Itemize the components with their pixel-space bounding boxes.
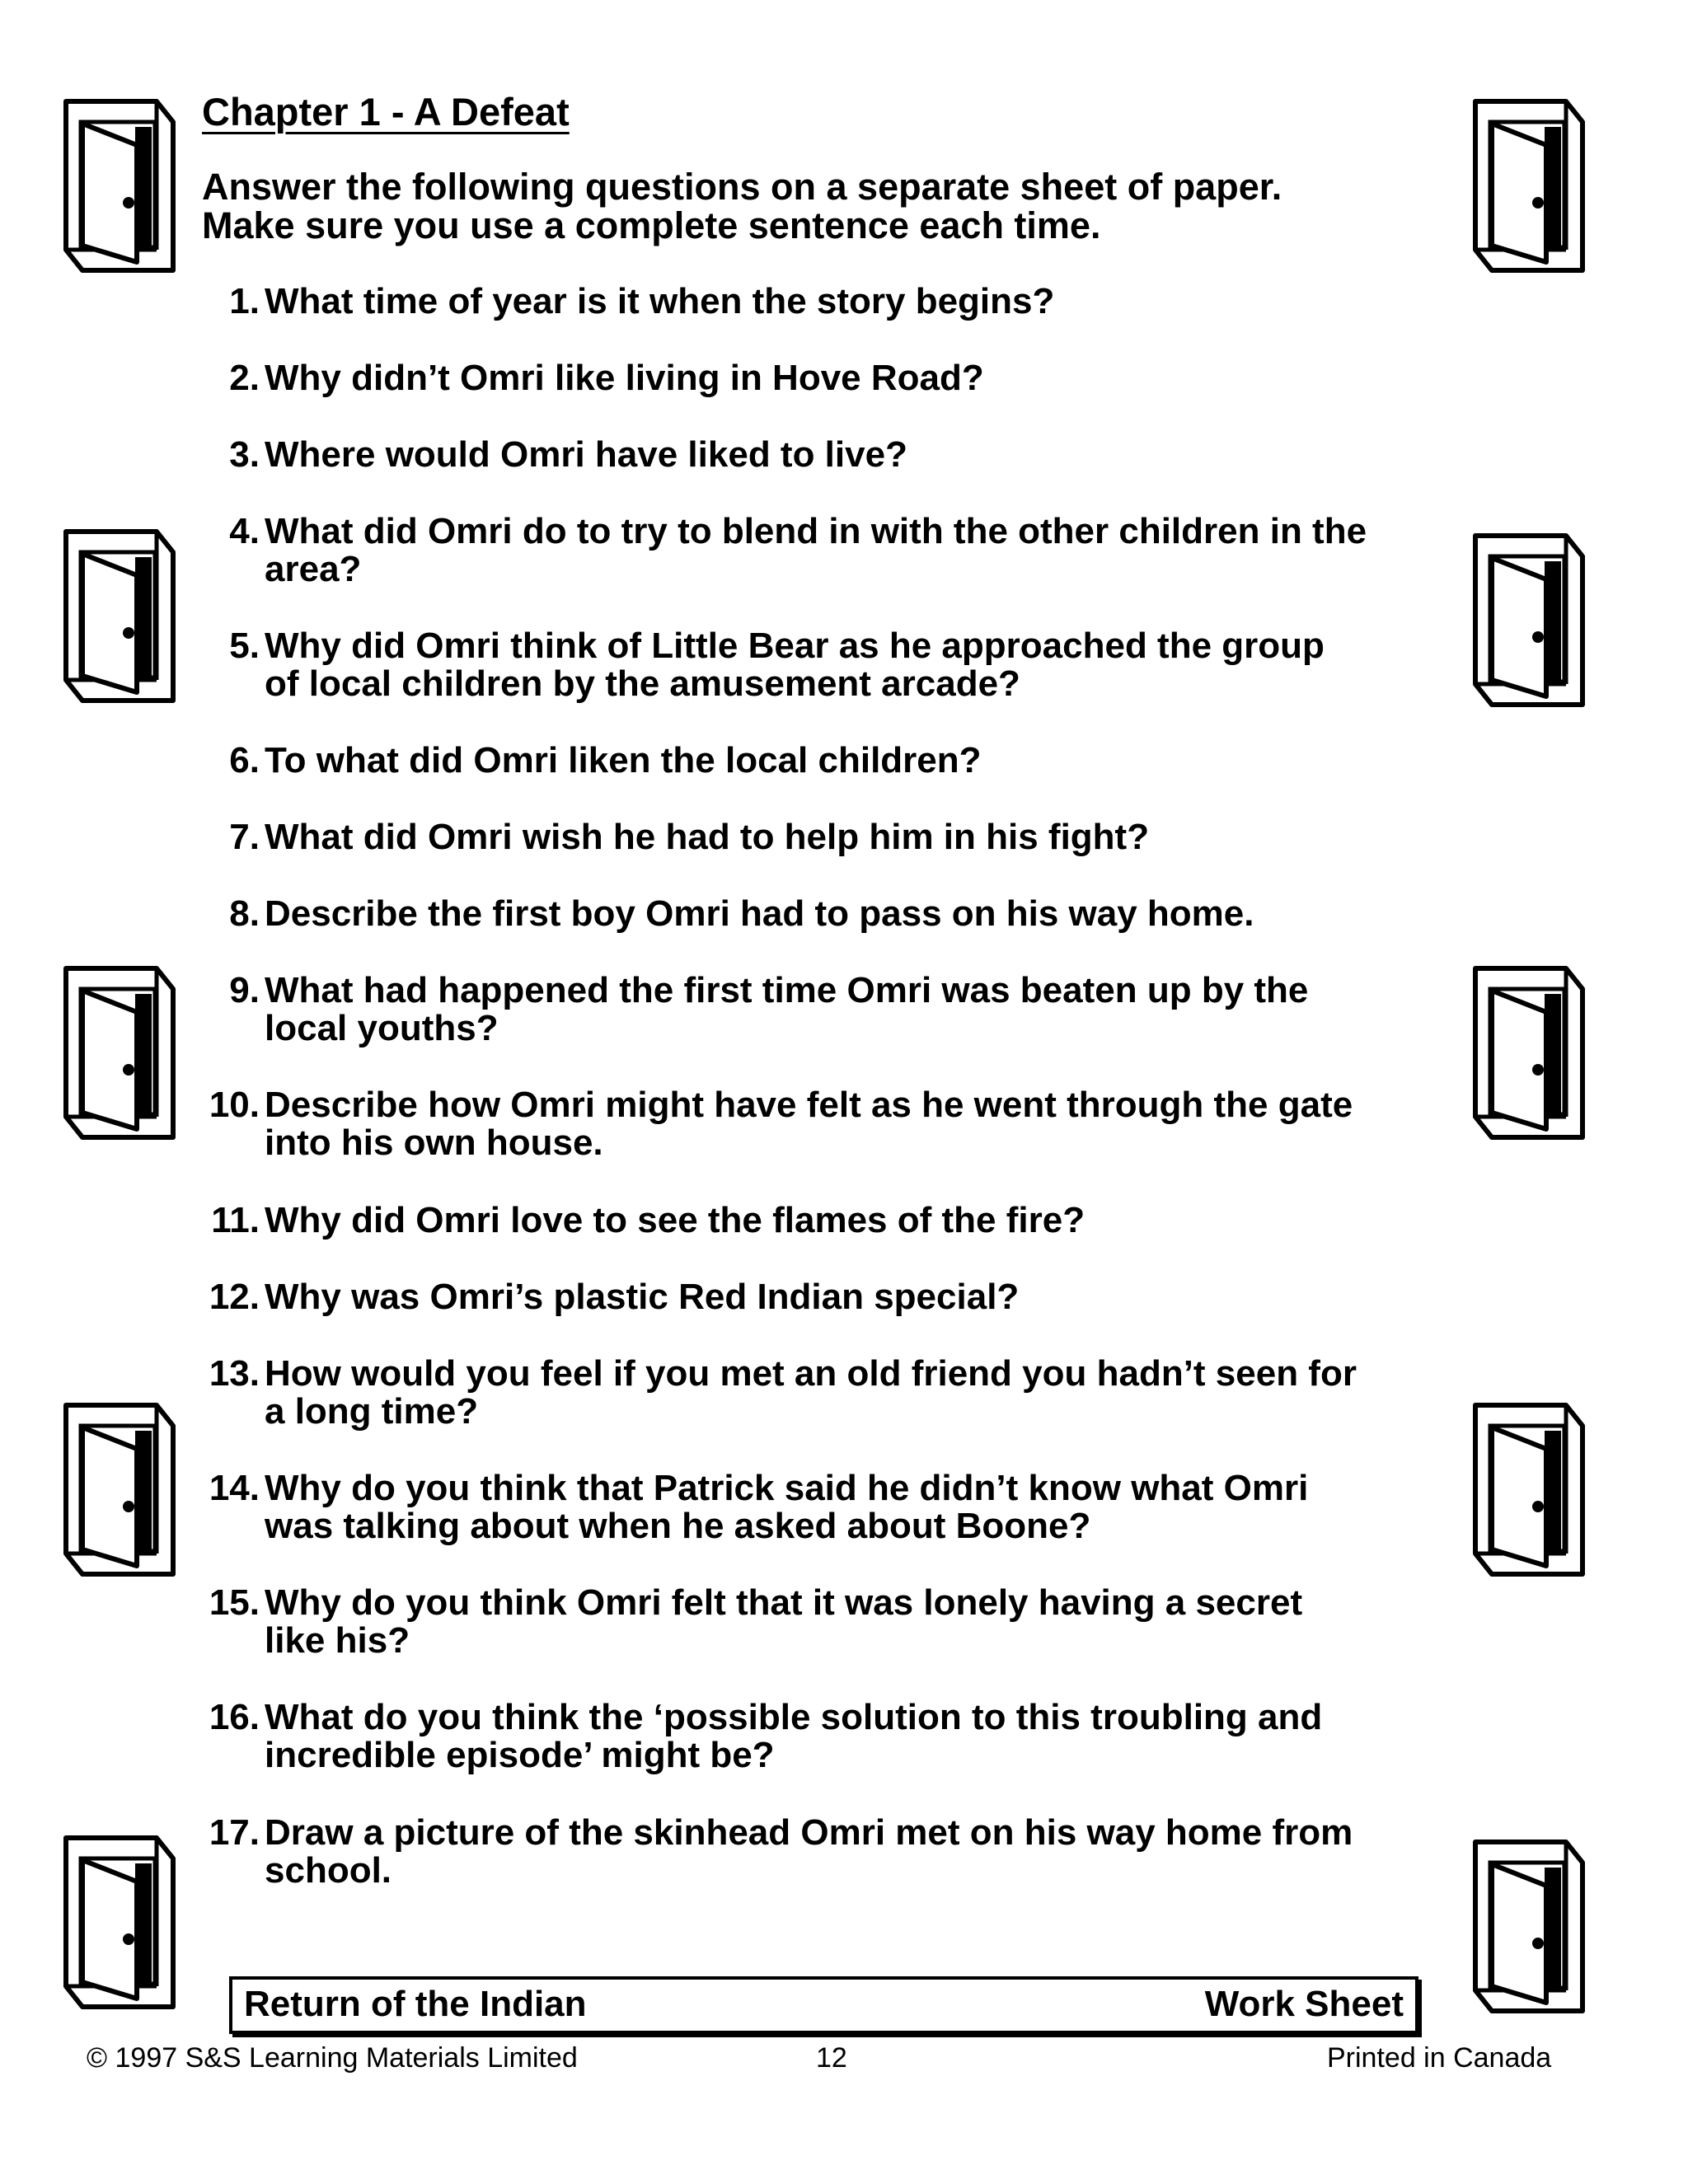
question-number: 17. bbox=[209, 1812, 260, 1853]
question-text: Why was Omri’s plastic Red Indian special? bbox=[265, 1277, 1020, 1317]
question-number: 10. bbox=[209, 1085, 260, 1125]
question-text: Describe the first boy Omri had to pass on his way home. bbox=[265, 893, 1254, 934]
question-text: What do you think the ‘possible solution to this troubling and bbox=[265, 1697, 1323, 1737]
question-text: Why do you think Omri felt that it was lonely having a secret bbox=[265, 1582, 1303, 1623]
question-text: incredible episode’ might be? bbox=[265, 1735, 775, 1775]
question-text: Draw a picture of the skinhead Omri met on his way home from bbox=[265, 1812, 1353, 1853]
question-number: 7. bbox=[229, 817, 260, 857]
open-door-icon bbox=[49, 1401, 181, 1586]
question-number: 9. bbox=[229, 970, 260, 1010]
open-door-icon bbox=[1459, 1401, 1591, 1586]
instructions-line: Make sure you use a complete sentence each time. bbox=[202, 204, 1101, 246]
instructions-line: Answer the following questions on a separate sheet of paper. bbox=[202, 166, 1282, 208]
question-text: of local children by the amusement arcade? bbox=[265, 663, 1020, 704]
question-text: local youths? bbox=[265, 1008, 499, 1048]
question-number: 14. bbox=[209, 1468, 260, 1508]
worksheet-footer-box bbox=[229, 1976, 1418, 2034]
copyright-notice: © 1997 S&S Learning Materials Limited bbox=[87, 2042, 578, 2074]
question-text: Why did Omri love to see the flames of the fire? bbox=[265, 1200, 1085, 1240]
question-text: What did Omri do to try to blend in with the other children in the bbox=[265, 511, 1367, 551]
question-text: was talking about when he asked about Boone? bbox=[265, 1506, 1091, 1546]
question-number: 12. bbox=[209, 1277, 260, 1317]
open-door-icon bbox=[1459, 97, 1591, 283]
question-text: Describe how Omri might have felt as he went through the gate bbox=[265, 1085, 1353, 1125]
open-door-icon bbox=[49, 97, 181, 283]
question-text: a long time? bbox=[265, 1391, 479, 1432]
question-number: 16. bbox=[209, 1697, 260, 1737]
question-number: 2. bbox=[229, 358, 260, 398]
open-door-icon bbox=[49, 964, 181, 1150]
question-text: school. bbox=[265, 1850, 392, 1891]
question-text: How would you feel if you met an old friend you hadn’t seen for bbox=[265, 1353, 1357, 1394]
question-text: What did Omri wish he had to help him in his fight? bbox=[265, 817, 1150, 857]
open-door-icon bbox=[1459, 964, 1591, 1150]
question-text: Why do you think that Patrick said he didn’t know what Omri bbox=[265, 1468, 1309, 1508]
question-number: 6. bbox=[229, 740, 260, 780]
question-number: 11. bbox=[211, 1200, 260, 1240]
question-text: What time of year is it when the story begins? bbox=[265, 281, 1055, 321]
question-number: 4. bbox=[229, 511, 260, 551]
question-number: 1. bbox=[229, 281, 260, 321]
book-title: Return of the Indian bbox=[244, 1984, 587, 2024]
open-door-icon bbox=[49, 527, 181, 713]
question-text: To what did Omri liken the local children? bbox=[265, 740, 982, 780]
question-text: Why didn’t Omri like living in Hove Road? bbox=[265, 358, 984, 398]
open-door-icon bbox=[1459, 1838, 1591, 2023]
question-text: area? bbox=[265, 549, 362, 589]
question-number: 5. bbox=[229, 626, 260, 666]
question-text: Why did Omri think of Little Bear as he approached the group bbox=[265, 626, 1325, 666]
question-number: 8. bbox=[229, 893, 260, 934]
question-text: into his own house. bbox=[265, 1122, 603, 1163]
printed-in: Printed in Canada bbox=[1327, 2042, 1552, 2074]
question-text: What had happened the first time Omri was beaten up by the bbox=[265, 970, 1309, 1010]
question-number: 3. bbox=[229, 434, 260, 475]
worksheet-title: Chapter 1 - A Defeat bbox=[202, 90, 570, 134]
open-door-icon bbox=[1459, 532, 1591, 717]
question-number: 15. bbox=[209, 1582, 260, 1623]
instructions bbox=[202, 167, 1438, 245]
question-text: Where would Omri have liked to live? bbox=[265, 434, 907, 475]
page-number: 12 bbox=[816, 2042, 847, 2074]
question-text: like his? bbox=[265, 1620, 410, 1661]
question-number: 13. bbox=[209, 1353, 260, 1394]
sheet-label: Work Sheet bbox=[1204, 1984, 1404, 2024]
open-door-icon bbox=[49, 1834, 181, 2019]
